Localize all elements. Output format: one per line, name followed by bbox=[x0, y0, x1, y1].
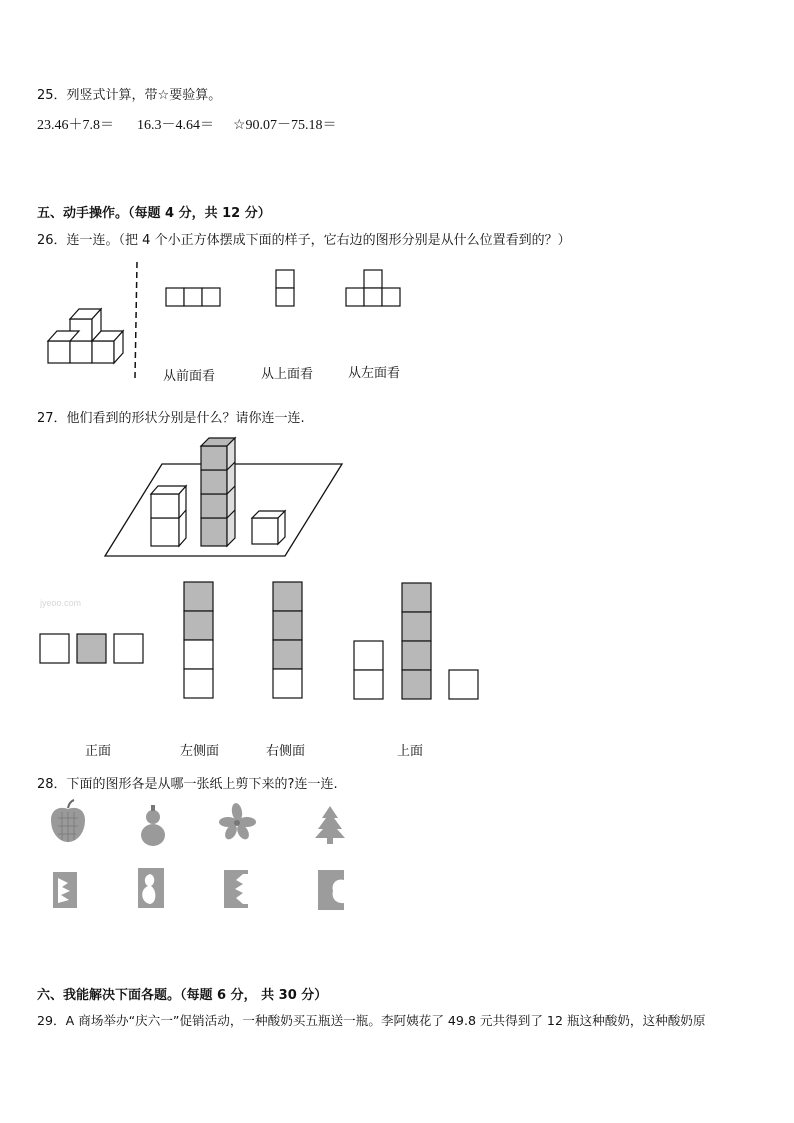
q26-title: 26．连一连。（把 4 个小正方体摆成下面的样子，它右边的图形分别是从什么位置看到的？） bbox=[37, 233, 571, 248]
tree-shape-icon bbox=[315, 806, 345, 844]
q25-title: 25．列竖式计算，带☆要验算。 bbox=[37, 88, 222, 103]
q25-expression-1: 23.46＋7.8＝ bbox=[37, 118, 114, 133]
section5-heading: 五、动手操作。（每题 4 分，共 12 分） bbox=[37, 206, 271, 221]
paper-with-gourd-hole bbox=[138, 868, 164, 908]
paper-with-tree-hole bbox=[53, 872, 77, 908]
q28-title: 28．下面的图形各是从哪一张纸上剪下来的?连一连. bbox=[37, 777, 338, 792]
paper-with-apple-hole bbox=[318, 870, 344, 910]
q25-expression-2: 16.3－4.64＝ bbox=[137, 118, 214, 133]
q26-label-top: 从上面看 bbox=[261, 367, 314, 382]
q27-label-front: 正面 bbox=[85, 744, 112, 759]
gourd-shape-icon bbox=[141, 805, 165, 846]
apple-shape-icon bbox=[51, 800, 85, 842]
q27-label-right-side: 右侧面 bbox=[266, 744, 306, 759]
q27-title: 27．他们看到的形状分别是什么？请你连一连. bbox=[37, 411, 305, 426]
q25-expression-3: ☆90.07－75.18＝ bbox=[233, 118, 337, 133]
q29-text: 29．A 商场举办“庆六一”促销活动，一种酸奶买五瓶送一瓶。李阿姨花了 49.8 元共得到了 12 瓶这种酸奶，这种酸奶原 bbox=[37, 1013, 706, 1028]
flower-shape-icon bbox=[219, 802, 256, 841]
watermark: jyeoo.com bbox=[40, 598, 82, 608]
q26-label-front: 从前面看 bbox=[163, 369, 216, 384]
q27-label-top: 上面 bbox=[397, 744, 424, 759]
q27-label-left-side: 左侧面 bbox=[180, 744, 220, 759]
paper-with-flower-hole bbox=[224, 870, 248, 908]
q26-label-left: 从左面看 bbox=[348, 366, 401, 381]
section6-heading: 六、我能解决下面各题。（每题 6 分， 共 30 分） bbox=[37, 988, 328, 1003]
